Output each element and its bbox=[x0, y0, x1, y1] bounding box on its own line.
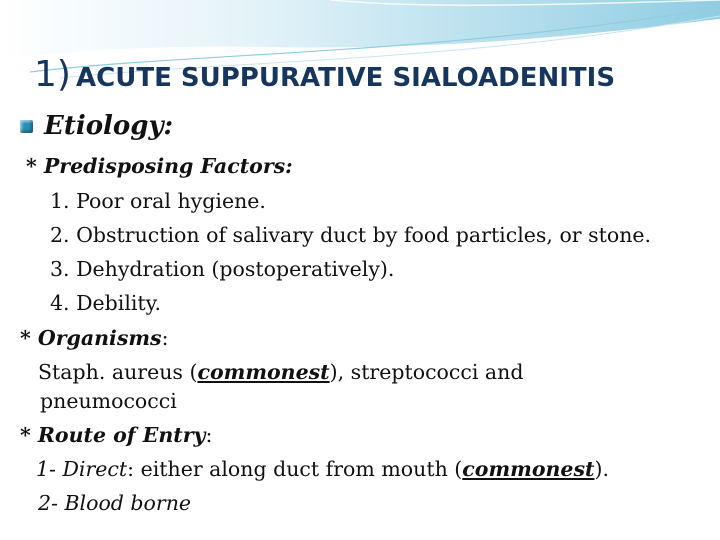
route-prefix: * bbox=[20, 423, 38, 447]
organisms-line-2: pneumococci bbox=[40, 389, 177, 413]
route-direct-text-b: ). bbox=[594, 457, 609, 481]
route-blood-row bbox=[38, 489, 191, 517]
organisms-heading: Organisms bbox=[37, 326, 162, 350]
etiology-heading: Etiology: bbox=[44, 111, 174, 141]
route-direct-text-a: : either along duct from mouth ( bbox=[127, 457, 463, 481]
organisms-prefix: * bbox=[20, 326, 38, 350]
predisposing-item: 4. Debility. bbox=[50, 291, 162, 315]
organisms-commonest: commonest bbox=[197, 360, 330, 384]
title-text: ACUTE SUPPURATIVE SIALOADENITIS bbox=[76, 63, 616, 93]
title-number: 1) bbox=[34, 54, 71, 95]
predisposing-heading-row bbox=[26, 152, 293, 180]
organisms-colon: : bbox=[161, 326, 169, 350]
predisposing-prefix: * bbox=[26, 154, 44, 178]
organisms-heading-row bbox=[20, 324, 169, 352]
predisposing-heading: Predisposing Factors: bbox=[43, 154, 293, 178]
predisposing-item: 3. Dehydration (postoperatively). bbox=[50, 257, 395, 281]
square-bullet-icon bbox=[20, 120, 33, 133]
organisms-line-1 bbox=[38, 358, 523, 386]
organisms-text-a: Staph. aureus ( bbox=[38, 360, 198, 384]
predisposing-item: 2. Obstruction of salivary duct by food particles, or stone. bbox=[50, 223, 652, 247]
etiology-row bbox=[20, 112, 173, 141]
route-heading: Route of Entry bbox=[37, 423, 206, 447]
route-blood-label: 2- Blood borne bbox=[38, 491, 192, 515]
route-commonest: commonest bbox=[462, 457, 595, 481]
predisposing-item: 1. Poor oral hygiene. bbox=[50, 189, 266, 213]
organisms-text-b: ), streptococci and bbox=[329, 360, 524, 384]
route-direct-row bbox=[36, 455, 609, 483]
route-heading-row bbox=[20, 421, 212, 449]
route-direct-label: 1- Direct bbox=[36, 457, 128, 481]
route-colon: : bbox=[205, 423, 213, 447]
slide-title bbox=[34, 54, 615, 95]
